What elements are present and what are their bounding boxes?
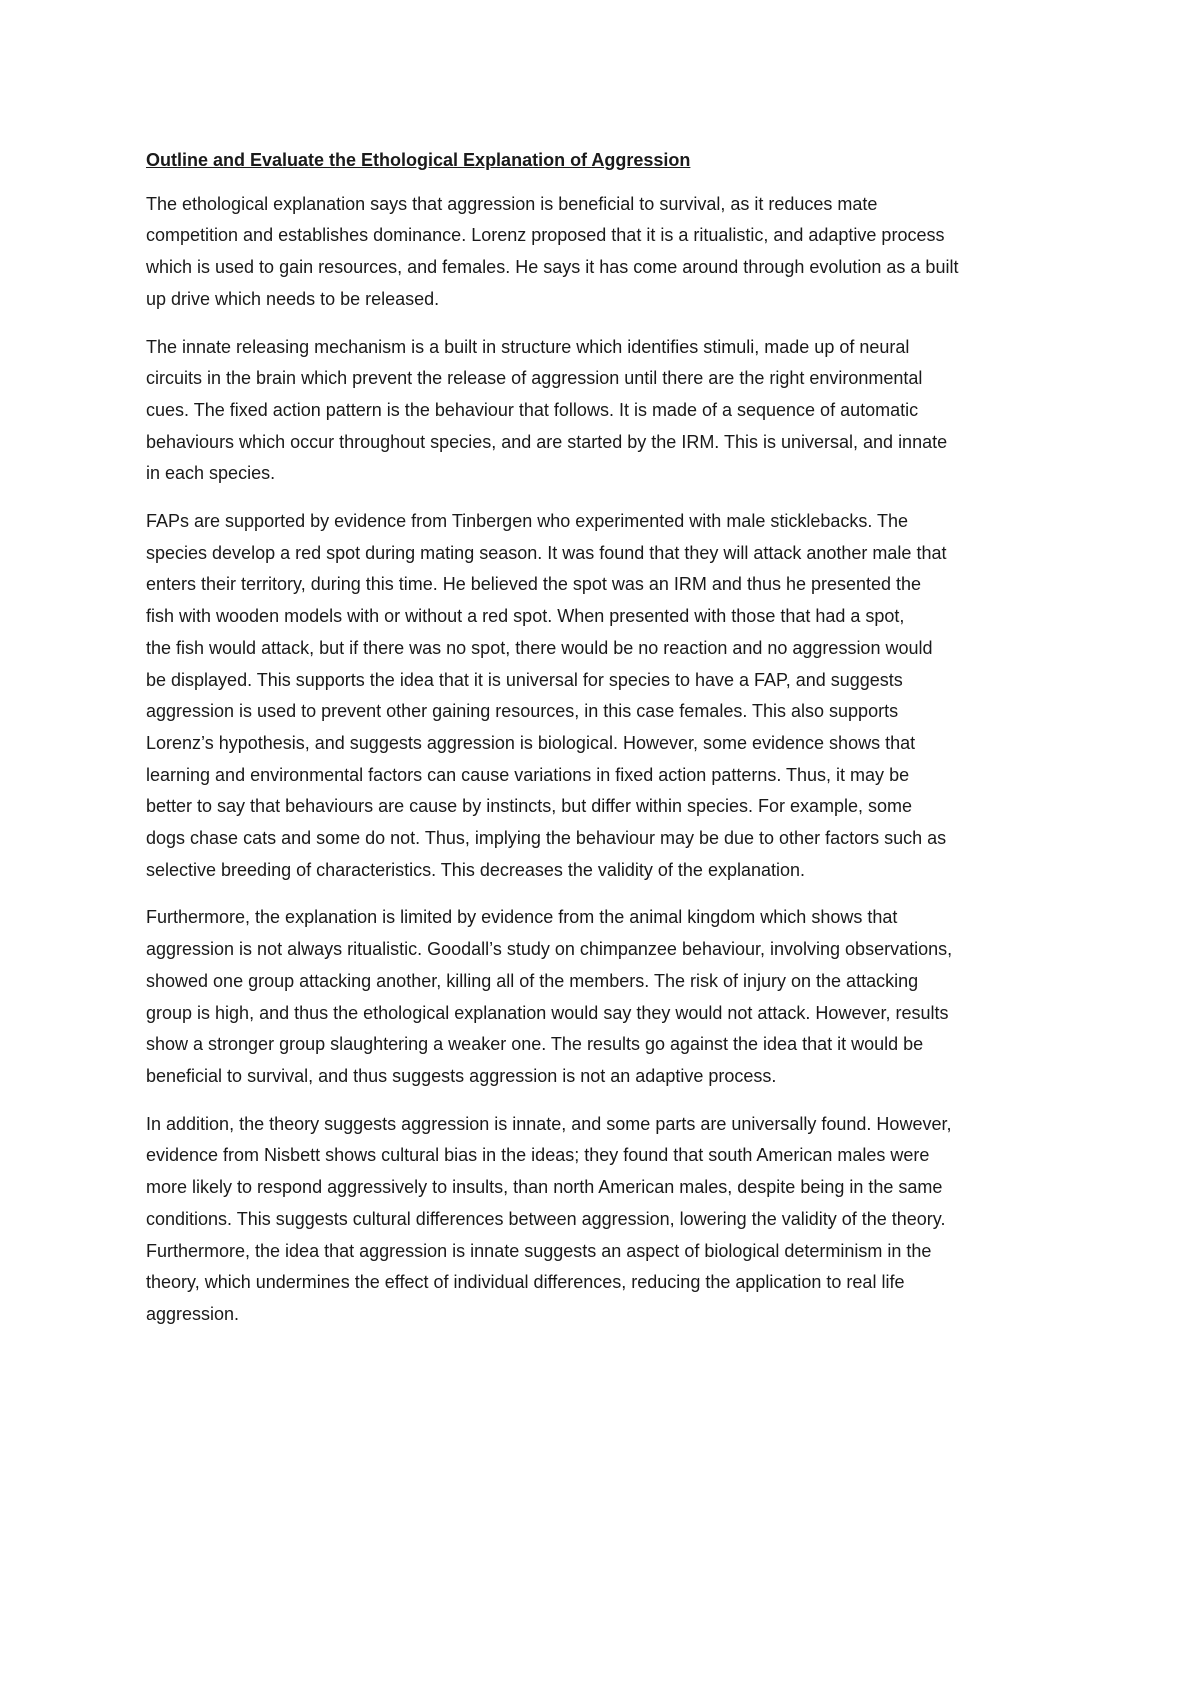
text-line: enters their territory, during this time. He believed the spot was an IRM and thus he presented the (146, 574, 922, 595)
text-line: fish with wooden models with or without a red spot. When presented with those that had a spot, (146, 606, 905, 627)
text-line: show a stronger group slaughtering a weaker one. The results go against the idea that it would be (146, 1034, 924, 1055)
text-line: conditions. This suggests cultural differences between aggression, lowering the validity of the theory. (146, 1208, 946, 1229)
text-line: evidence from Nisbett shows cultural bias in the ideas; they found that south American males were (146, 1145, 930, 1166)
text-line: The ethological explanation says that aggression is beneficial to survival, as it reduces mate (146, 193, 878, 214)
text-line: aggression is used to prevent other gaining resources, in this case females. This also supports (146, 701, 899, 722)
paragraph (146, 189, 1066, 316)
text-line: beneficial to survival, and thus suggests aggression is not an adaptive process. (146, 1065, 777, 1086)
text-line: better to say that behaviours are cause by instincts, but differ within species. For example, some (146, 796, 913, 817)
text-line: competition and establishes dominance. Lorenz proposed that it is a ritualistic, and adaptive process (146, 225, 945, 246)
paragraph (146, 1109, 1066, 1331)
text-line: In addition, the theory suggests aggression is innate, and some parts are universally found. However, (146, 1113, 952, 1134)
text-line: FAPs are supported by evidence from Tinbergen who experimented with male sticklebacks. The (146, 511, 909, 532)
text-line: cues. The fixed action pattern is the behaviour that follows. It is made of a sequence of automatic (146, 399, 919, 420)
text-line: learning and environmental factors can cause variations in fixed action patterns. Thus, it may be (146, 764, 910, 785)
text-line: Lorenz’s hypothesis, and suggests aggression is biological. However, some evidence shows that (146, 732, 916, 753)
paragraphs-container (146, 189, 1066, 1331)
text-line: group is high, and thus the ethological explanation would say they would not attack. However, results (146, 1002, 949, 1023)
text-line: Furthermore, the explanation is limited by evidence from the animal kingdom which shows that (146, 907, 898, 928)
text-line: theory, which undermines the effect of individual differences, reducing the application to real life (146, 1272, 905, 1293)
text-line: selective breeding of characteristics. This decreases the validity of the explanation. (146, 859, 806, 880)
document-body (146, 145, 1066, 1347)
paragraph (146, 332, 1066, 491)
text-line: the fish would attack, but if there was no spot, there would be no reaction and no aggression would (146, 637, 933, 658)
text-line: circuits in the brain which prevent the release of aggression until there are the right environmental (146, 368, 923, 389)
text-line: species develop a red spot during mating season. It was found that they will attack another male that (146, 542, 947, 563)
paragraph (146, 902, 1066, 1092)
text-line: aggression is not always ritualistic. Goodall’s study on chimpanzee behaviour, involving observations, (146, 939, 953, 960)
text-line: up drive which needs to be released. (146, 288, 440, 309)
text-line: showed one group attacking another, killing all of the members. The risk of injury on the attacking (146, 970, 919, 991)
text-line: dogs chase cats and some do not. Thus, implying the behaviour may be due to other factors such as (146, 828, 947, 849)
document-title: Outline and Evaluate the Ethological Explanation of Aggression (146, 150, 691, 170)
text-line: in each species. (146, 463, 276, 484)
text-line: which is used to gain resources, and females. He says it has come around through evolution as a built (146, 257, 959, 278)
text-line: more likely to respond aggressively to insults, than north American males, despite being in the same (146, 1177, 943, 1198)
text-line: behaviours which occur throughout species, and are started by the IRM. This is universal, and innate (146, 431, 948, 452)
paragraph (146, 506, 1066, 886)
text-line: The innate releasing mechanism is a built in structure which identifies stimuli, made up of neural (146, 336, 910, 357)
text-line: Furthermore, the idea that aggression is innate suggests an aspect of biological determinism in the (146, 1240, 932, 1261)
text-line: be displayed. This supports the idea that it is universal for species to have a FAP, and suggests (146, 669, 903, 690)
text-line: aggression. (146, 1303, 240, 1324)
